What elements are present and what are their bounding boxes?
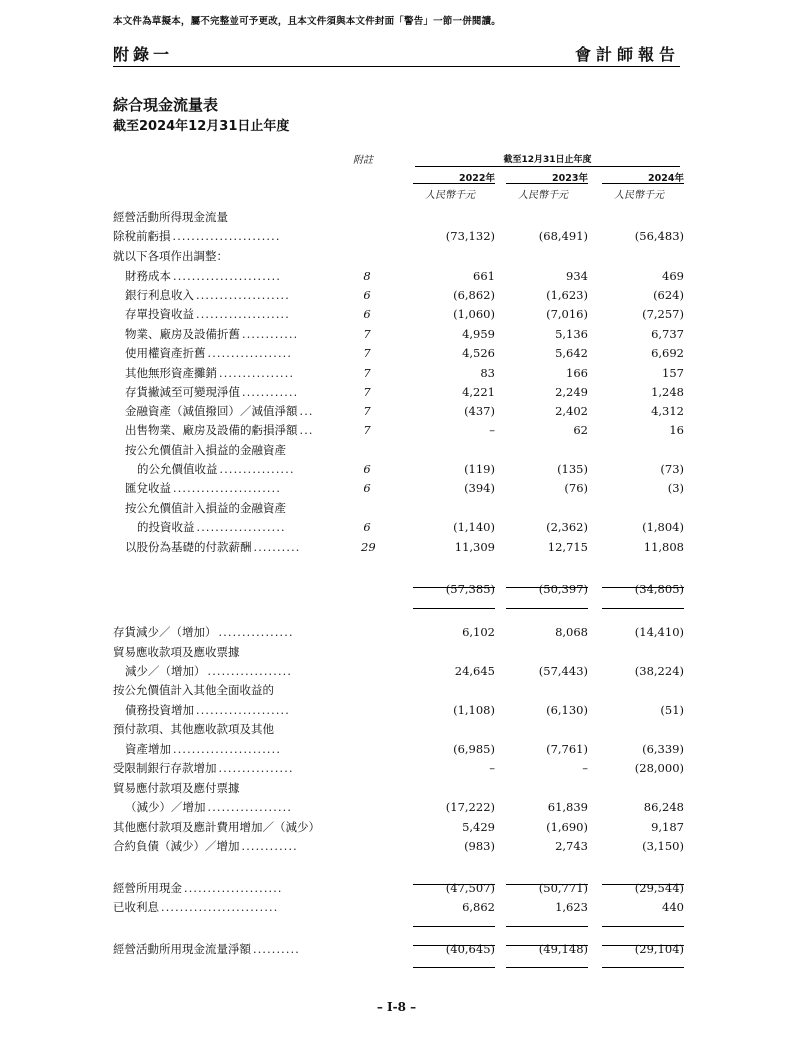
cell-value: 9,187 [651, 820, 684, 834]
cell-value: (1,060) [453, 307, 495, 321]
dot-leader: ................ [218, 762, 294, 775]
cell-value: 5,642 [555, 346, 588, 360]
row-label: 就以下各項作出調整： [113, 249, 228, 263]
cell-value: 62 [573, 423, 588, 437]
header-divider [113, 66, 680, 67]
cell-value: (437) [464, 404, 495, 418]
cell-value: (1,804) [642, 520, 684, 534]
cell-value: (14,410) [634, 625, 684, 639]
row-label: 已收利息 [113, 900, 159, 914]
table-row [113, 383, 685, 402]
subtotal-rule [602, 945, 684, 946]
cell-value: (40,645) [445, 942, 495, 956]
subtotal-rule [602, 587, 684, 588]
row-label: 債務投資增加 [125, 703, 194, 717]
cell-value: 1,623 [555, 900, 588, 914]
row-label: 受限制銀行存款增加 [113, 761, 217, 775]
table-row [113, 460, 685, 479]
table-row [113, 208, 685, 227]
cell-value: (2,362) [546, 520, 588, 534]
dot-leader: .................... [196, 308, 290, 321]
row-label: 貿易應收款項及應收票據 [113, 645, 240, 659]
dot-leader: ..................... [184, 882, 283, 895]
cell-value: 12,715 [547, 540, 588, 554]
row-note: 6 [363, 307, 371, 321]
cell-value: 6,692 [651, 346, 684, 360]
row-note: 29 [361, 540, 376, 554]
table-row [113, 681, 685, 700]
subtotal-rule [413, 967, 495, 968]
table-row [113, 538, 685, 557]
dot-leader: .................. [207, 347, 293, 360]
dot-leader: ... [299, 405, 314, 418]
dot-leader: ................ [219, 463, 295, 476]
dot-leader: ............ [241, 840, 298, 853]
cell-value: 24,645 [454, 664, 495, 678]
cell-value: (73) [660, 462, 684, 476]
year-header-2024: 2024年 [648, 173, 684, 184]
cell-value: 440 [662, 900, 684, 914]
cell-value: (28,000) [634, 761, 684, 775]
dot-leader: ....................... [172, 230, 281, 243]
table-row [113, 623, 685, 642]
dot-leader: ....................... [173, 270, 282, 283]
table-row [113, 898, 685, 917]
row-note: 6 [363, 288, 371, 302]
subtotal-rule [602, 967, 684, 968]
table-row [113, 798, 685, 817]
statement-period: 截至2024年12月31日止年度 [113, 119, 290, 134]
cell-value: (3,150) [642, 839, 684, 853]
cell-value: (29,544) [634, 881, 684, 895]
table-row [113, 720, 685, 739]
cell-value: 166 [566, 366, 588, 380]
cell-value: 83 [480, 366, 495, 380]
cell-value: 661 [473, 269, 495, 283]
cell-value: 4,312 [651, 404, 684, 418]
row-note: 7 [363, 366, 371, 380]
subtotal-rule [602, 884, 684, 885]
table-row [113, 518, 685, 537]
row-note: 6 [363, 462, 371, 476]
row-label: 存貨撇減至可變現淨值 [125, 385, 240, 399]
row-label: 的公允價值收益 [137, 462, 218, 476]
dot-leader: .................... [196, 289, 290, 302]
table-row [113, 940, 685, 959]
dot-leader: .................... [196, 704, 290, 717]
cell-value: (394) [464, 481, 495, 495]
cell-value: 6,102 [462, 625, 495, 639]
row-label: 預付款項、其他應收款項及其他 [113, 722, 274, 736]
year-header-2022: 2022年 [459, 173, 495, 184]
row-label: 減少／（增加） [125, 664, 206, 678]
period-underline [415, 166, 680, 167]
year-header-2023: 2023年 [552, 173, 588, 184]
cell-value: – [489, 423, 495, 437]
table-row [113, 305, 685, 324]
subtotal-rule [506, 926, 588, 927]
cell-value: 5,429 [462, 820, 495, 834]
table-row [113, 740, 685, 759]
cell-value: 934 [566, 269, 588, 283]
table-row [113, 364, 685, 383]
row-label: 存單投資收益 [125, 307, 194, 321]
row-label: （減少）／增加 [125, 800, 206, 814]
subtotal-rule [506, 945, 588, 946]
row-label: 使用權資產折舊 [125, 346, 206, 360]
cell-value: (73,132) [445, 229, 495, 243]
cell-value: 11,309 [454, 540, 495, 554]
cell-value: (7,016) [546, 307, 588, 321]
row-label: 按公允價值計入其他全面收益的 [113, 683, 274, 697]
table-row [113, 499, 685, 518]
row-label: 匯兌收益 [125, 481, 171, 495]
cell-value: (3) [667, 481, 684, 495]
cell-value: 469 [662, 269, 684, 283]
row-label: 貿易應付款項及應付票據 [113, 781, 240, 795]
subtotal-rule [413, 884, 495, 885]
row-label: 除稅前虧損 [113, 229, 171, 243]
cell-value: 4,526 [462, 346, 495, 360]
currency-unit: 人民幣千元 [518, 190, 568, 201]
row-note: 6 [363, 520, 371, 534]
cell-value: – [582, 761, 588, 775]
table-row [113, 643, 685, 662]
cell-value: (7,257) [642, 307, 684, 321]
dot-leader: ................... [196, 521, 286, 534]
statement-title: 綜合現金流量表 [113, 96, 219, 114]
table-row [113, 759, 685, 778]
cell-value: (135) [557, 462, 588, 476]
appendix-label: 附錄一 [113, 45, 174, 64]
row-label: 經營活動所得現金流量 [113, 210, 228, 224]
cell-value: 4,221 [462, 385, 495, 399]
row-label: 以股份為基礎的付款薪酬 [125, 540, 252, 554]
row-label: 其他應付款項及應計費用增加／（減少） [113, 820, 320, 834]
cell-value: (34,805) [634, 582, 684, 596]
cell-value: (983) [464, 839, 495, 853]
currency-unit: 人民幣千元 [425, 190, 475, 201]
year-underline [413, 183, 495, 184]
row-label: 出售物業、廠房及設備的虧損淨額 [125, 423, 298, 437]
row-label: 其他無形資產攤銷 [125, 366, 217, 380]
cell-value: 6,737 [651, 327, 684, 341]
cell-value: (6,985) [453, 742, 495, 756]
cell-value: (47,507) [445, 881, 495, 895]
table-row [113, 837, 685, 856]
period-header: 截至12月31日止年度 [503, 155, 592, 165]
cell-value: (1,140) [453, 520, 495, 534]
cell-value: 16 [669, 423, 684, 437]
table-row [113, 441, 685, 460]
cell-value: (1,108) [453, 703, 495, 717]
cell-value: 4,959 [462, 327, 495, 341]
subtotal-rule [602, 608, 684, 609]
row-label: 存貨減少／（增加） [113, 625, 217, 639]
cell-value: (68,491) [538, 229, 588, 243]
table-row [113, 818, 685, 837]
year-underline [506, 183, 588, 184]
dot-leader: ....................... [173, 482, 282, 495]
table-row [113, 779, 685, 798]
cell-value: 11,808 [643, 540, 684, 554]
dot-leader: ................ [218, 626, 294, 639]
cell-value: 157 [662, 366, 684, 380]
row-note: 7 [363, 404, 371, 418]
subtotal-rule [506, 967, 588, 968]
cell-value: (50,771) [538, 881, 588, 895]
cell-value: (38,224) [634, 664, 684, 678]
cell-value: (6,339) [642, 742, 684, 756]
subtotal-rule [506, 608, 588, 609]
subtotal-rule [413, 926, 495, 927]
subtotal-rule [602, 926, 684, 927]
cell-value: (57,385) [445, 582, 495, 596]
table-row [113, 325, 685, 344]
cell-value: (50,397) [538, 582, 588, 596]
row-note: 6 [363, 481, 371, 495]
cell-value: – [489, 761, 495, 775]
table-row [113, 402, 685, 421]
row-note: 7 [363, 327, 371, 341]
row-label: 按公允價值計入損益的金融資產 [125, 501, 286, 515]
cell-value: (6,862) [453, 288, 495, 302]
dot-leader: ......................... [161, 901, 279, 914]
row-label: 經營所用現金 [113, 881, 182, 895]
row-note: 8 [363, 269, 371, 283]
dot-leader: ....................... [173, 743, 282, 756]
table-row [113, 879, 685, 898]
cell-value: (56,483) [634, 229, 684, 243]
row-label: 的投資收益 [137, 520, 195, 534]
note-column-header: 附註 [353, 155, 373, 166]
cell-value: 61,839 [547, 800, 588, 814]
draft-warning: 本文件為草擬本，屬不完整並可予更改，且本文件須與本文件封面「警告」一節一併閱讀。 [113, 16, 502, 27]
row-label: 物業、廠房及設備折舊 [125, 327, 240, 341]
row-label: 經營活動所用現金流量淨額 [113, 942, 251, 956]
row-note: 7 [363, 385, 371, 399]
row-label: 合約負債（減少）／增加 [113, 839, 240, 853]
cell-value: (119) [464, 462, 495, 476]
cell-value: 2,402 [555, 404, 588, 418]
dot-leader: ... [299, 424, 314, 437]
currency-unit: 人民幣千元 [614, 190, 664, 201]
table-row [113, 227, 685, 246]
cell-value: (1,690) [546, 820, 588, 834]
subtotal-rule [413, 945, 495, 946]
page-number: – I-8 – [376, 1000, 417, 1014]
row-label: 金融資產（減值撥回）／減值淨額 [125, 404, 298, 418]
cell-value: 86,248 [643, 800, 684, 814]
dot-leader: .................. [207, 665, 293, 678]
table-row [113, 247, 685, 266]
cell-value: 5,136 [555, 327, 588, 341]
cell-value: (49,148) [538, 942, 588, 956]
cell-value: (1,623) [546, 288, 588, 302]
table-row [113, 344, 685, 363]
cell-value: (76) [564, 481, 588, 495]
cell-value: (51) [660, 703, 684, 717]
table-row [113, 286, 685, 305]
dot-leader: ................ [219, 367, 295, 380]
subtotal-rule [506, 884, 588, 885]
row-label: 按公允價值計入損益的金融資產 [125, 443, 286, 457]
dot-leader: .................. [207, 801, 293, 814]
cell-value: (29,104) [634, 942, 684, 956]
cell-value: (624) [653, 288, 684, 302]
row-label: 財務成本 [125, 269, 171, 283]
dot-leader: ............ [242, 328, 299, 341]
subtotal-rule [506, 587, 588, 588]
row-note: 7 [363, 346, 371, 360]
row-note: 7 [363, 423, 371, 437]
cell-value: (17,222) [445, 800, 495, 814]
cell-value: (6,130) [546, 703, 588, 717]
cell-value: 8,068 [555, 625, 588, 639]
dot-leader: .......... [253, 541, 301, 554]
cell-value: (57,443) [538, 664, 588, 678]
row-label: 資產增加 [125, 742, 171, 756]
cell-value: 2,743 [555, 839, 588, 853]
table-row [113, 479, 685, 498]
cell-value: 2,249 [555, 385, 588, 399]
table-row [113, 421, 685, 440]
section-title: 會計師報告 [574, 45, 680, 64]
cell-value: 6,862 [462, 900, 495, 914]
dot-leader: ............ [242, 386, 299, 399]
table-row [113, 580, 685, 599]
table-row [113, 267, 685, 286]
table-row [113, 701, 685, 720]
subtotal-rule [413, 608, 495, 609]
year-underline [602, 183, 684, 184]
dot-leader: .......... [253, 943, 300, 956]
subtotal-rule [413, 587, 495, 588]
cell-value: (7,761) [546, 742, 588, 756]
table-row [113, 662, 685, 681]
row-label: 銀行利息收入 [125, 288, 194, 302]
cell-value: 1,248 [651, 385, 684, 399]
